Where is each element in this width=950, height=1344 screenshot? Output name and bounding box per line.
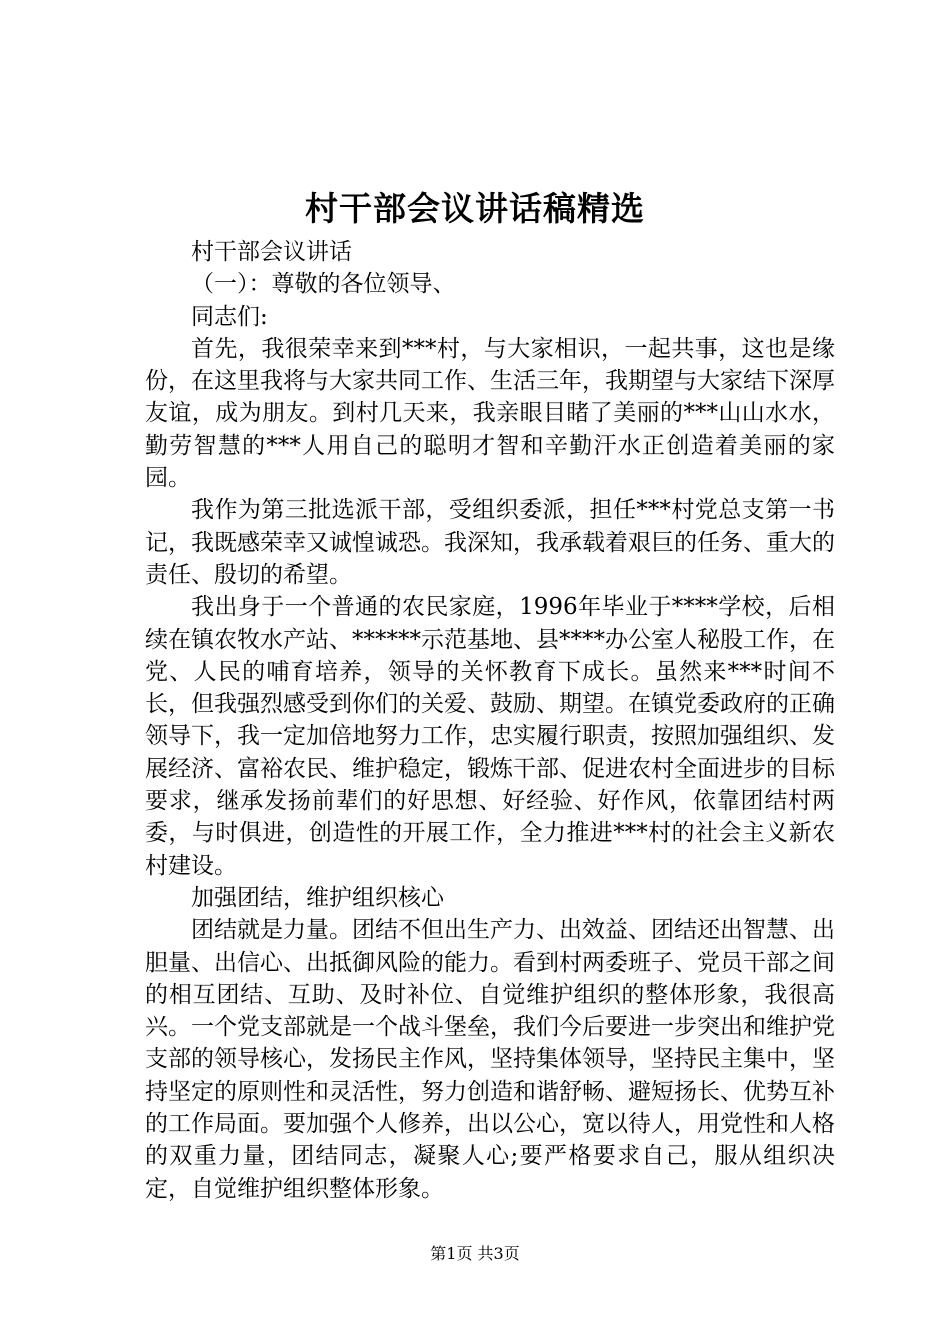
paragraph-subtitle: 村干部会议讲话 bbox=[191, 239, 352, 265]
document-body bbox=[145, 236, 835, 1205]
paragraph-background: 我出身于一个普通的农民家庭，1996年毕业于****学校，后相续在镇农牧水产站、******示范基地、县****办公室人秘股工作，在党、人民的哺育培养，领导的关怀教育下成长。虽然来***时间不长，但我强烈感受到你们的关爱、鼓励、期望。在镇党委政府的正确领导下，我一定加倍地努力工作，忠实履行职责，按照加强组织、发展经济、富裕农民、维护稳定，锻炼干部、促进农村全面进步的目标要求，继承发扬前辈们的好思想、好经验、好作风，依靠团结村两委，与时俱进，创造性的开展工作，全力推进***村的社会主义新农村建设。 bbox=[145, 594, 835, 879]
paragraph-intro: 首先，我很荣幸来到***村，与大家相识，一起共事，这也是缘份，在这里我将与大家共同工作、生活三年，我期望与大家结下深厚友谊，成为朋友。到村几天来，我亲眼目睹了美丽的***山山水水，勤劳智慧的***人用自己的聪明才智和辛勤汗水正创造着美丽的家园。 bbox=[145, 335, 835, 492]
paragraph-salutation-2: 同志们: bbox=[191, 303, 268, 330]
document-title: 村干部会议讲话稿精选 bbox=[305, 189, 645, 228]
paragraph-appointment: 我作为第三批选派干部，受组织委派，担任***村党总支第一书记，我既感荣幸又诚惶诚恐。我深知，我承载着艰巨的任务、重大的责任、殷切的希望。 bbox=[145, 497, 835, 588]
paragraph-heading-unity: 加强团结，维护组织核心 bbox=[191, 884, 444, 911]
page-number-footer: 第1页 共3页 bbox=[430, 1244, 520, 1263]
paragraph-unity: 团结就是力量。团结不但出生产力、出效益、团结还出智慧、出胆量、出信心、出抵御风险的能力。看到村两委班子、党员干部之间的相互团结、互助、及时补位、自觉维护组织的整体形象，我很高兴。一个党支部就是一个战斗堡垒，我们今后要进一步突出和维护党支部的领导核心，发扬民主作风，坚持集体领导，坚持民主集中，坚持坚定的原则性和灵活性，努力创造和谐舒畅、避短扬长、优势互补的工作局面。要加强个人修养，出以公心，宽以待人，用党性和人格的双重力量，团结同志，凝聚人心;要严格要求自己，服从组织决定，自觉维护组织整体形象。 bbox=[145, 917, 835, 1202]
paragraph-salutation-1: （一）：尊敬的各位领导、 bbox=[191, 271, 456, 298]
